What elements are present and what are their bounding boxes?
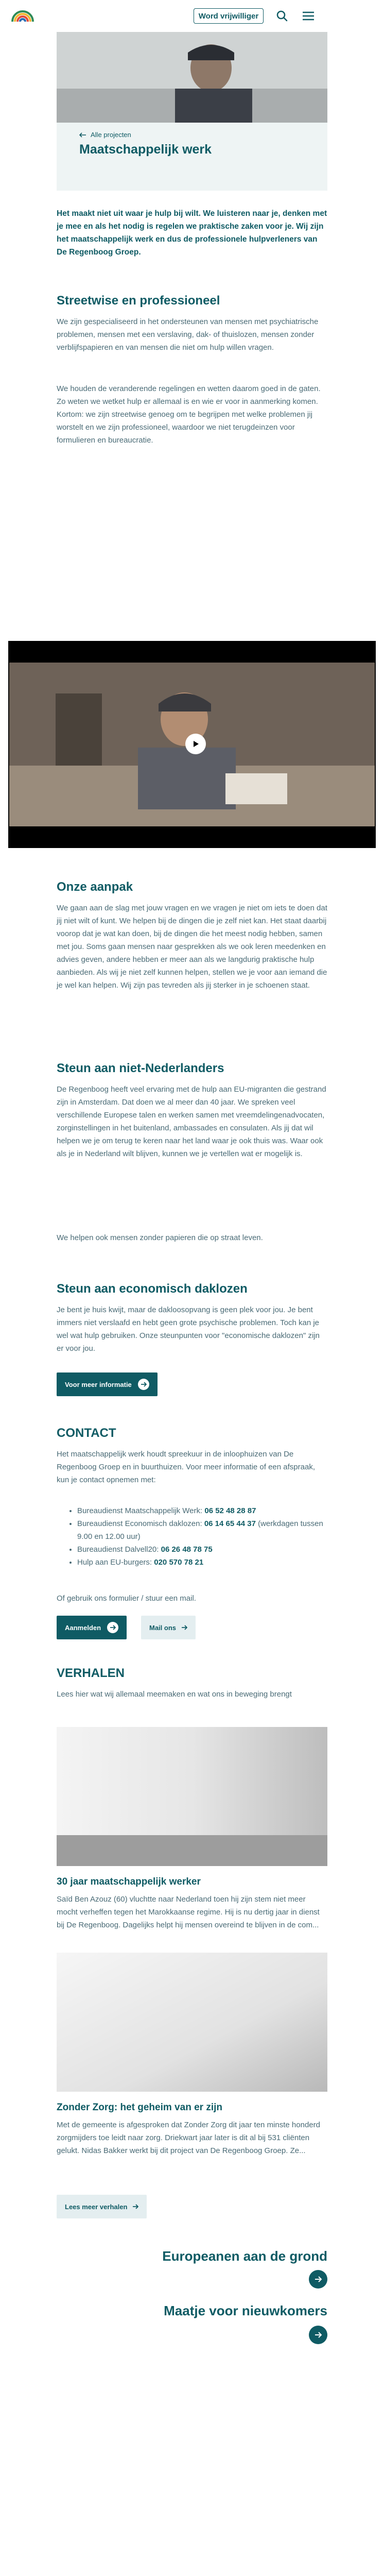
- site-header: [0, 0, 384, 32]
- section-title-eu: Steun aan niet-Nederlanders: [57, 1061, 224, 1075]
- story-title[interactable]: 30 jaar maatschappelijk werker: [57, 1876, 201, 1887]
- story-title[interactable]: Zonder Zorg: het geheim van er zijn: [57, 2102, 222, 2113]
- play-icon: [191, 740, 200, 748]
- back-link[interactable]: [79, 131, 131, 139]
- contact-item: • Bureaudienst Maatschappelijk Werk: 06 52 48 28 87: [77, 1504, 327, 1517]
- contact-item: • Hulp aan EU-burgers: 020 570 78 21: [77, 1556, 327, 1569]
- more-stories-label: Lees meer verhalen: [65, 2202, 128, 2211]
- aanpak-paragraph: We gaan aan de slag met jouw vragen en we vragen je niet om iets te doen dat jij niet wilt of kunt. We helpen bij de dingen die je zelf niet kan. Het staat daarbij voorop dat je wat kan doen, bij de dingen die het meest nodig hebben, samen met jou. Soms gaan mensen naar gesprekken als we ook leren meedenken en advies geven, andere hebben er meer aan als we langdurig praktische hulp aanbieden. Als wij je niet zelf kunnen helpen, stellen we je voor aan iemand die je wel kan helpen. Wij zijn pas tevreden als jij sterker in je schoenen staat.: [57, 904, 327, 990]
- mail-button[interactable]: [141, 1616, 196, 1639]
- volunteer-button[interactable]: Word vrijwilliger: [194, 8, 264, 24]
- menu-icon[interactable]: [301, 9, 316, 23]
- contact-item: • Bureaudienst Economisch daklozen: 06 14 65 44 37 (werkdagen tussen 9.00 en 12.00 uur): [77, 1517, 327, 1543]
- more-info-button[interactable]: [57, 1372, 158, 1396]
- aanmelden-button[interactable]: [57, 1616, 127, 1639]
- more-info-label: Voor meer informatie: [65, 1380, 132, 1388]
- eu-paragraph-1: De Regenboog heeft veel ervaring met de hulp aan EU-migranten die gestrand zijn in Amsterdam. Dat doen we al meer dan 40 jaar. We spreken veel verschillende Europese talen en werken samen met vreemdelingenadvocaten, zorginstellingen in het buitenland, ambassades en consulaten. Als jij dat wil helpen we je om terug te keren naar het land waar je ook thuis was. Waar ook als je in Nederland wilt blijven, kunnen we je vertellen wat er mogelijk is.: [57, 1085, 326, 1158]
- next-project-link[interactable]: Maatje voor nieuwkomers: [164, 2303, 327, 2318]
- search-icon[interactable]: [275, 9, 289, 23]
- contact-paragraph-2: Of gebruik ons formulier / stuur een mail.: [57, 1594, 196, 1603]
- contact-list: [68, 1504, 327, 1569]
- arrow-right-icon: [181, 1625, 187, 1630]
- contact-paragraph-1: Het maatschappelijk werk houdt spreekuur in de inloophuizen van De Regenboog Groep en in buurthuizen. Voor meer informatie of een afspraak, kun je contact opnemen met:: [57, 1450, 315, 1484]
- arrow-right-icon: [107, 1622, 118, 1633]
- story-image[interactable]: [57, 1953, 327, 2092]
- verhalen-subtitle: Lees hier wat wij allemaal meemaken en wat ons in beweging brengt: [57, 1690, 292, 1699]
- streetwise-paragraph-2: We houden de veranderende regelingen en wetten daarom goed in de gaten. Zo weten we wetket hulp er allemaal is en wie er voor in aanmerking komen. Kortom: we zijn streetwise genoeg om te begrijpen met welke problemen jij worstelt en we zijn professioneel, waardoor we niet terugdeinzen voor formulieren en bureaucratie.: [57, 384, 321, 445]
- back-link-label: Alle projecten: [91, 131, 131, 139]
- phone-number[interactable]: 06 26 48 78 75: [161, 1545, 213, 1554]
- regenboog-logo[interactable]: [10, 6, 35, 25]
- intro-text: Het maakt niet uit waar je hulp bij wilt. We luisteren naar je, denken met je mee en als het nodig is regelen we praktische zaken voor je. Wij zijn het maatschappelijk werk en dus de professionele hulpverleners van De Regenboog Groep.: [57, 209, 327, 257]
- phone-number[interactable]: 06 52 48 28 87: [204, 1506, 256, 1515]
- hero: [57, 32, 327, 191]
- arrow-left-icon: [79, 132, 86, 138]
- phone-number[interactable]: 06 14 65 44 37: [204, 1519, 256, 1528]
- play-button[interactable]: [185, 734, 206, 754]
- video-thumbnail: [9, 663, 375, 826]
- arrow-right-icon: [132, 2204, 138, 2209]
- arrow-right-icon: [314, 2331, 322, 2338]
- story-excerpt: Met de gemeente is afgesproken dat Zonder Zorg dit jaar ten minste honderd zorgmijders toe leidt naar zorg. Driekwart jaar later is dit al bij 531 cliënten gelukt. Nidas Bakker werkt bij dit project van De Regenboog Groep. Ze...: [57, 2121, 320, 2155]
- story-image[interactable]: [57, 1727, 327, 1866]
- eu-paragraph-2: We helpen ook mensen zonder papieren die op straat leven.: [57, 1233, 263, 1242]
- story-excerpt: Saïd Ben Azouz (60) vluchtte naar Nederland toen hij zijn stem niet meer mocht verheffen tegen het Marokkaanse regime. Hij is nu dertig jaar in dienst bij De Regenboog. Dagelijks helpt hij mensen overeind te blijven in de com...: [57, 1895, 320, 1929]
- section-title-verhalen: VERHALEN: [57, 1666, 125, 1680]
- more-stories-button[interactable]: [57, 2195, 147, 2218]
- section-title-economisch: Steun aan economisch daklozen: [57, 1282, 248, 1296]
- arrow-right-icon: [138, 1379, 149, 1390]
- hero-photo-illustration: [57, 32, 327, 123]
- prev-project-link[interactable]: Europeanen aan de grond: [162, 2248, 327, 2264]
- arrow-right-icon: [314, 2276, 322, 2283]
- next-arrow[interactable]: [309, 2326, 327, 2344]
- hero-image: [57, 32, 327, 123]
- contact-item: • Bureaudienst Dalvell20: 06 26 48 78 75: [77, 1543, 327, 1556]
- streetwise-paragraph-1: We zijn gespecialiseerd in het ondersteunen van mensen met psychiatrische problemen, mensen met een verslaving, dak- of thuislozen, mensen zonder verblijfspapieren en van mensen die niet om hulp willen vragen.: [57, 317, 319, 352]
- section-title-contact: CONTACT: [57, 1426, 116, 1440]
- mail-label: Mail ons: [149, 1623, 177, 1632]
- section-title-streetwise: Streetwise en professioneel: [57, 294, 220, 308]
- aanmelden-label: Aanmelden: [65, 1623, 101, 1632]
- hero-card: [57, 123, 327, 191]
- prev-arrow[interactable]: [309, 2270, 327, 2289]
- video-player[interactable]: [8, 641, 376, 848]
- page-title: Maatschappelijk werk: [79, 142, 212, 157]
- section-title-aanpak: Onze aanpak: [57, 880, 133, 894]
- economisch-paragraph: Je bent je huis kwijt, maar de dakloosopvang is geen plek voor jou. Je bent immers niet verslaafd en hebt geen grote psychische problemen. Toch kan je wel wat hulp gebruiken. Onze steunpunten voor "economische daklozen" zijn er voor jou.: [57, 1306, 320, 1353]
- phone-number[interactable]: 020 570 78 21: [154, 1558, 204, 1567]
